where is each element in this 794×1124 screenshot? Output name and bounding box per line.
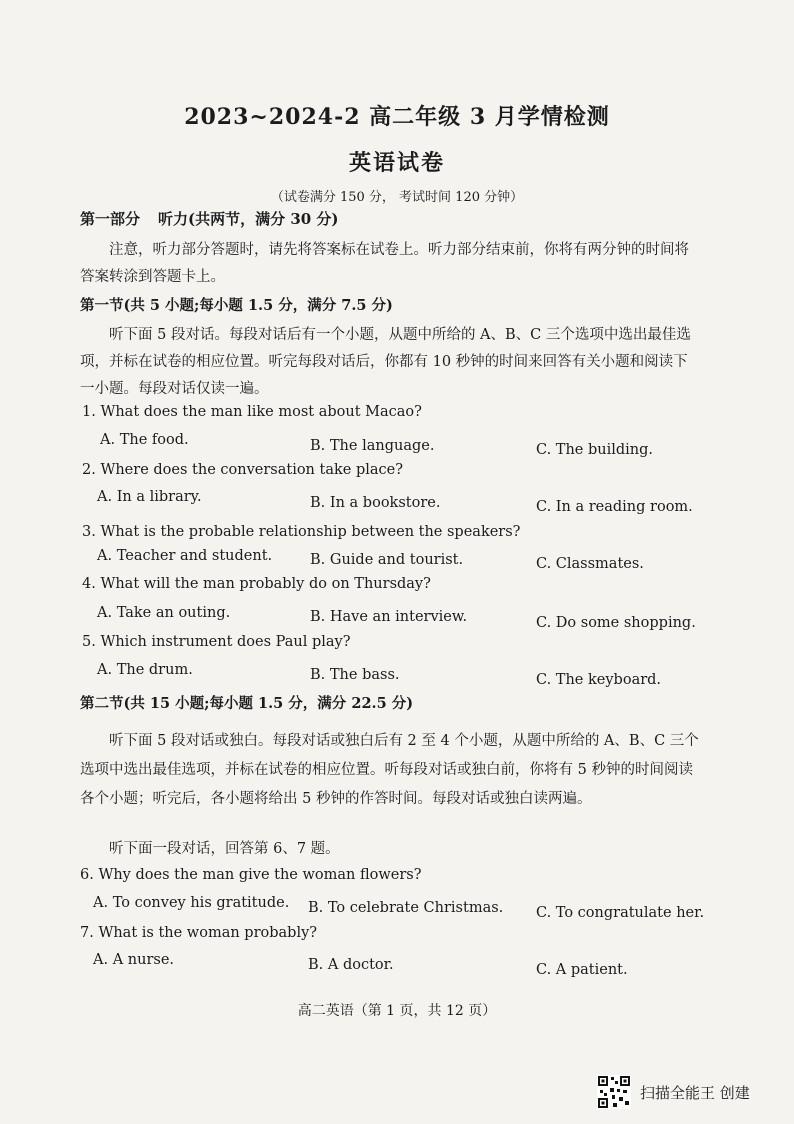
question-6-option-a: A. To convey his gratitude.	[93, 895, 290, 911]
section2-title: 第二节(共 15 小题;每小题 1.5 分，满分 22.5 分)	[80, 695, 414, 712]
question-6-option-b: B. To celebrate Christmas.	[308, 900, 504, 916]
section2-instructions: 听下面 5 段对话或独白。每段对话或独白后有 2 至 4 个小题，从题中所给的 A、B、C 三个选项中选出最佳选项，并标在试卷的相应位置。听每段对话或独白前，你将有 5 秒钟的时间阅读各个小题；听完后，各小题将给出 5 秒钟的作答时间。每段对话或独白读两遍。	[80, 733, 699, 807]
question-3: 3. What is the probable relationship between the speakers?	[82, 524, 521, 540]
question-7-option-b: B. A doctor.	[308, 957, 394, 973]
section2-sub-instruction: 听下面一段对话，回答第 6、7 题。	[109, 841, 340, 857]
question-1: 1. What does the man like most about Macao?	[82, 404, 422, 420]
question-1-option-b: B. The language.	[310, 438, 435, 454]
question-2-option-a: A. In a library.	[97, 489, 202, 505]
question-4-option-c: C. Do some shopping.	[536, 615, 696, 631]
question-7: 7. What is the woman probably?	[80, 925, 318, 941]
question-5: 5. Which instrument does Paul play?	[82, 634, 351, 650]
question-7-option-c: C. A patient.	[536, 962, 628, 978]
section1-title: 第一节(共 5 小题;每小题 1.5 分，满分 7.5 分)	[80, 297, 393, 314]
exam-subtitle: 英语试卷	[348, 150, 445, 176]
question-1-option-c: C. The building.	[536, 442, 654, 458]
question-2-option-b: B. In a bookstore.	[310, 495, 441, 511]
part1-label: 第一部分	[80, 210, 141, 228]
part1-title: 听力(共两节，满分 30 分)	[158, 210, 339, 228]
exam-title: 2023~2024-2 高二年级 3 月学情检测	[184, 104, 610, 130]
question-6-option-c: C. To congratulate her.	[536, 905, 705, 921]
question-7-option-a: A. A nurse.	[93, 952, 175, 968]
part1-heading	[80, 208, 700, 229]
part1-notice: 注意，听力部分答题时，请先将答案标在试卷上。听力部分结束前，你将有两分钟的时间将答案转涂到答题卡上。	[80, 242, 689, 285]
question-3-option-b: B. Guide and tourist.	[310, 552, 464, 568]
question-4-option-b: B. Have an interview.	[310, 609, 468, 625]
question-4: 4. What will the man probably do on Thursday?	[82, 576, 431, 592]
question-5-option-b: B. The bass.	[310, 667, 400, 683]
question-1-option-a: A. The food.	[100, 432, 189, 448]
scanner-watermark: 扫描全能王 创建	[640, 1084, 750, 1102]
exam-note: （试卷满分 150 分， 考试时间 120 分钟）	[270, 190, 524, 205]
page-footer: 高二英语（第 1 页，共 12 页）	[297, 1003, 497, 1019]
question-2: 2. Where does the conversation take place?	[82, 462, 403, 478]
question-2-option-c: C. In a reading room.	[536, 499, 693, 515]
question-3-option-c: C. Classmates.	[536, 556, 644, 572]
section1-instructions: 听下面 5 段对话。每段对话后有一个小题，从题中所给的 A、B、C 三个选项中选出最佳选项，并标在试卷的相应位置。听完每段对话后，你都有 10 秒钟的时间来回答有关小题和阅读下一小题。每段对话仅读一遍。	[80, 327, 691, 397]
question-3-option-a: A. Teacher and student.	[97, 548, 273, 564]
question-4-option-a: A. Take an outing.	[97, 605, 231, 621]
question-5-option-c: C. The keyboard.	[536, 672, 662, 688]
question-5-option-a: A. The drum.	[97, 662, 193, 678]
question-6: 6. Why does the man give the woman flowers?	[80, 867, 422, 883]
qr-code-icon	[597, 1075, 631, 1109]
